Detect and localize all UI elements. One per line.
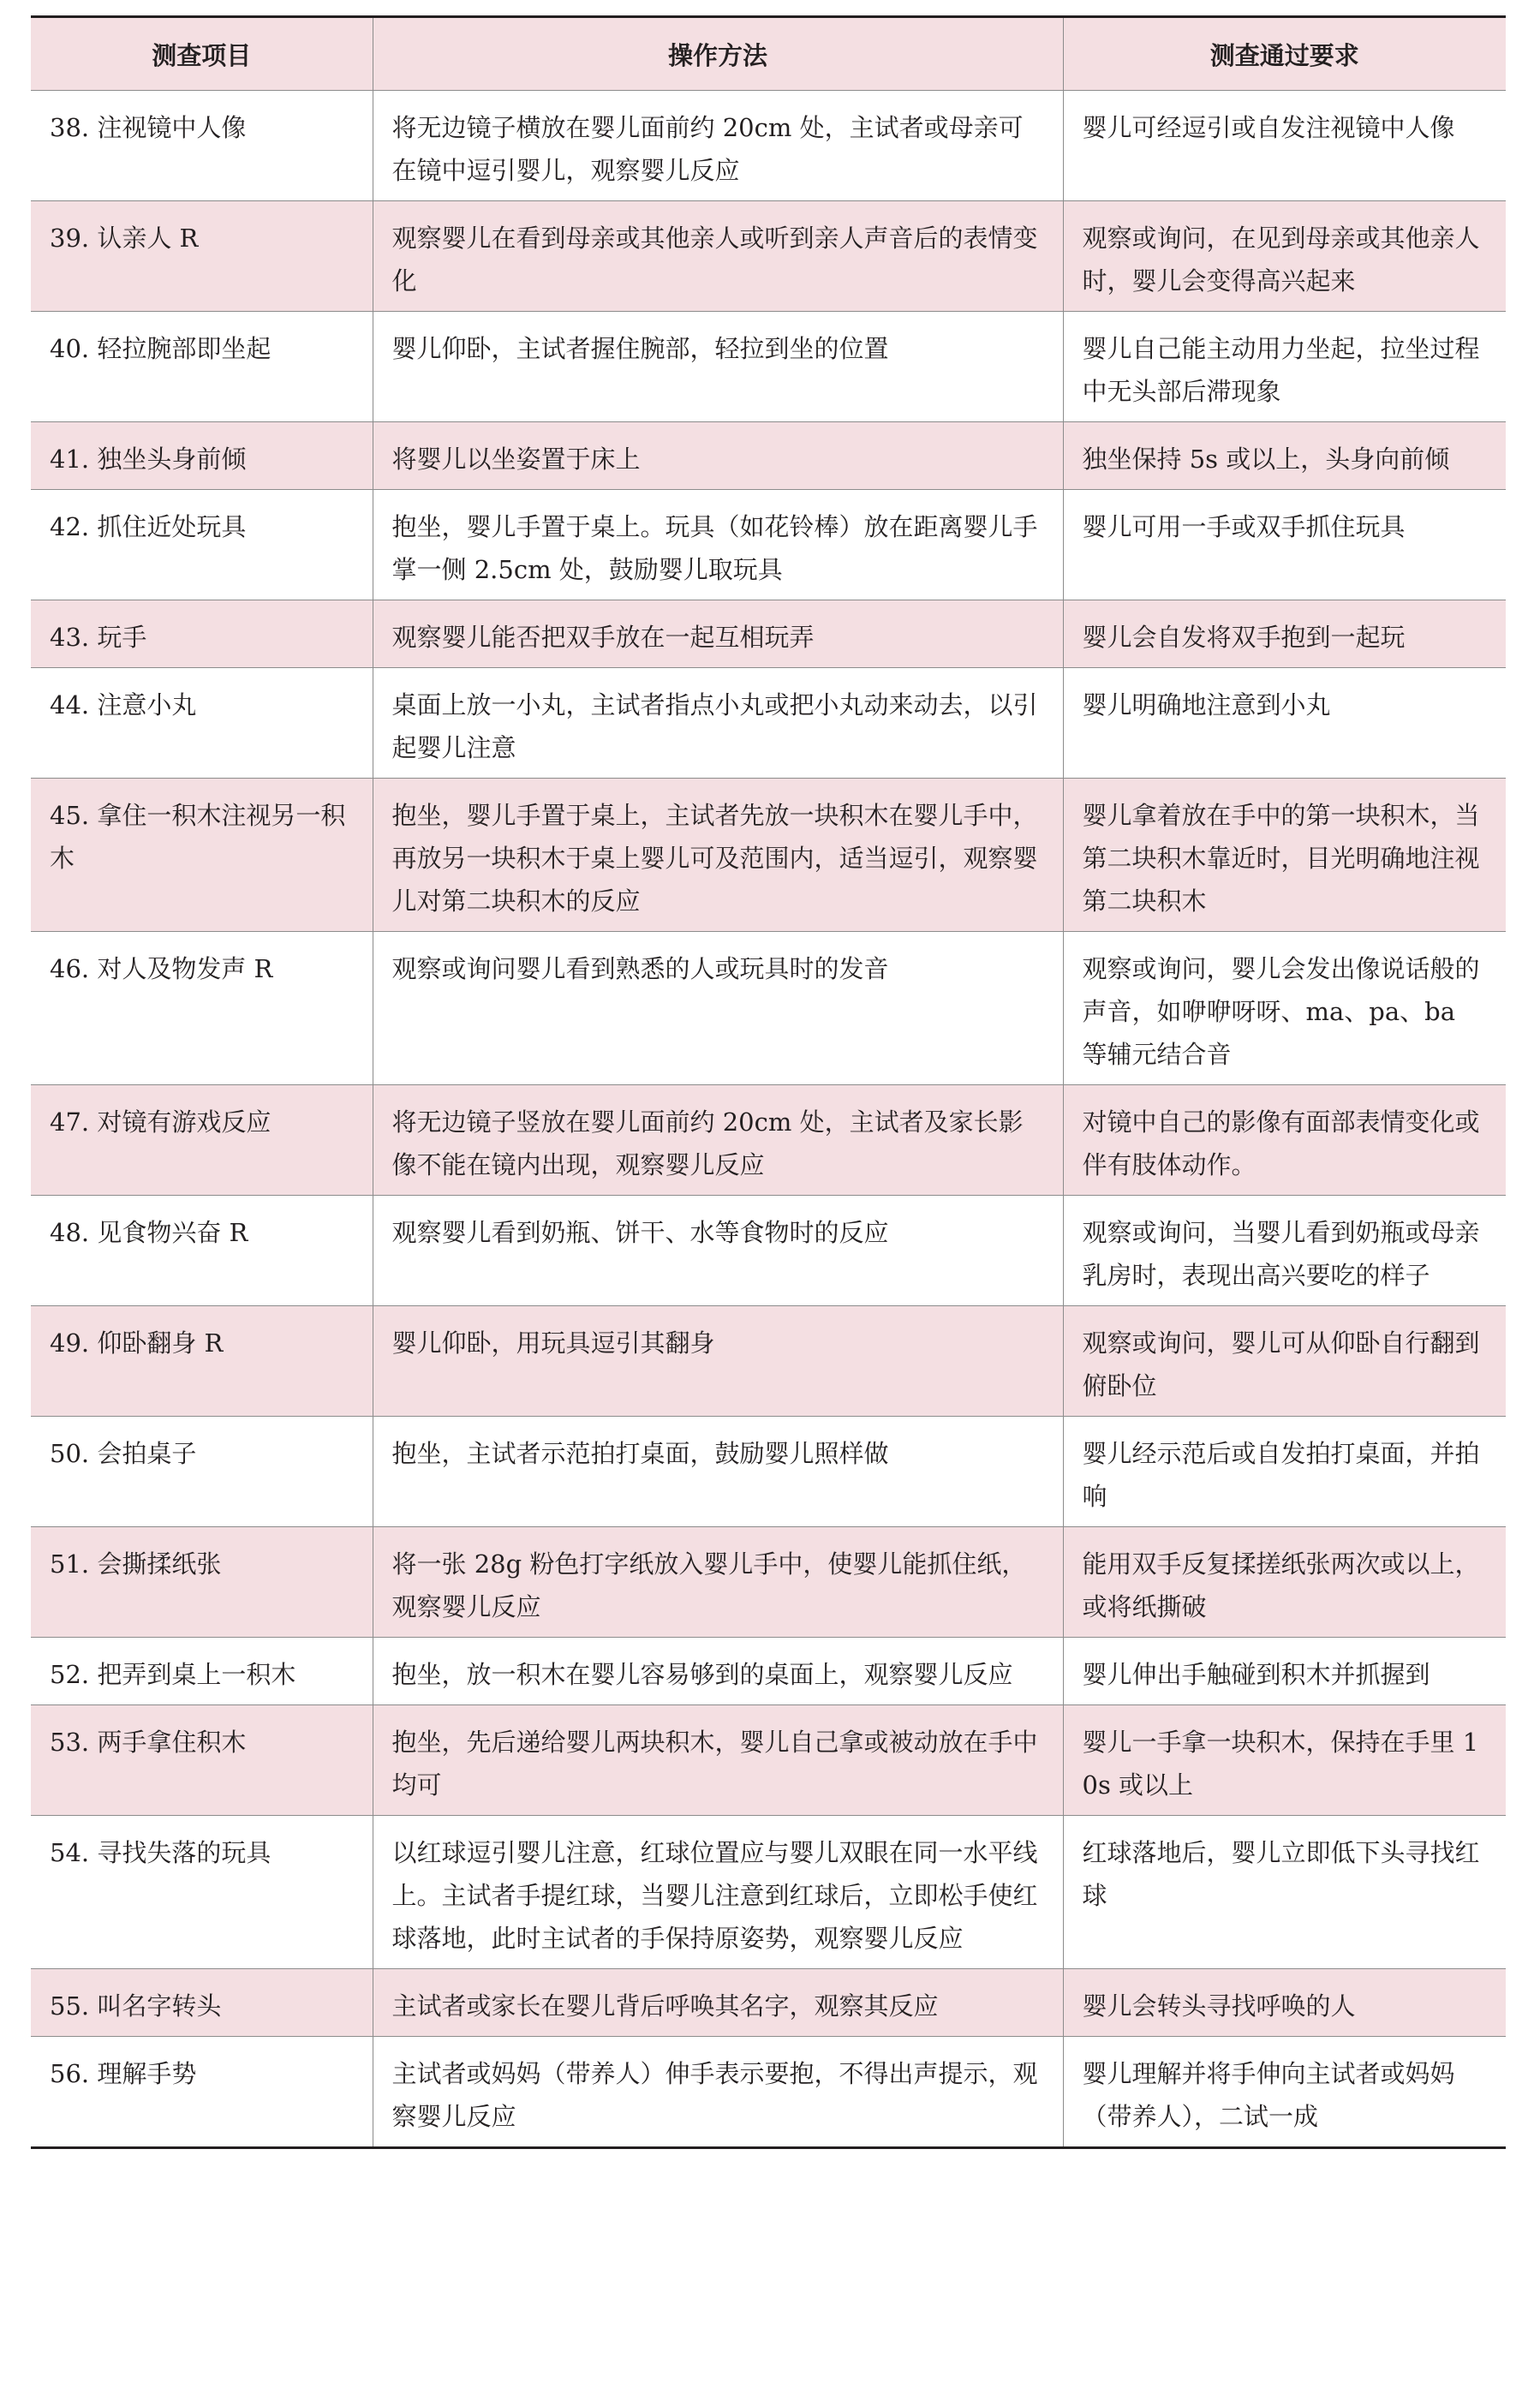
table-row [31,2037,1506,2148]
table-row [31,312,1506,422]
header-pass-requirement: 测查通过要求 [1063,17,1506,91]
cell-pass-requirement: 观察或询问，当婴儿看到奶瓶或母亲乳房时，表现出高兴要吃的样子 [1063,1196,1506,1306]
cell-test-item: 40. 轻拉腕部即坐起 [31,312,373,422]
cell-method: 抱坐，先后递给婴儿两块积木，婴儿自己拿或被动放在手中均可 [373,1705,1063,1816]
table-row [31,668,1506,779]
cell-pass-requirement: 能用双手反复揉搓纸张两次或以上，或将纸撕破 [1063,1527,1506,1638]
cell-pass-requirement: 婴儿会转头寻找呼唤的人 [1063,1969,1506,2037]
cell-test-item: 41. 独坐头身前倾 [31,422,373,490]
cell-test-item: 48. 见食物兴奋 R [31,1196,373,1306]
cell-test-item: 54. 寻找失落的玩具 [31,1816,373,1969]
cell-test-item: 51. 会撕揉纸张 [31,1527,373,1638]
cell-test-item: 50. 会拍桌子 [31,1417,373,1527]
table-row [31,1417,1506,1527]
table-row [31,600,1506,668]
cell-method: 观察婴儿在看到母亲或其他亲人或听到亲人声音后的表情变化 [373,201,1063,312]
cell-test-item: 47. 对镜有游戏反应 [31,1085,373,1196]
cell-method: 将一张 28g 粉色打字纸放入婴儿手中，使婴儿能抓住纸，观察婴儿反应 [373,1527,1063,1638]
cell-method: 将无边镜子横放在婴儿面前约 20cm 处，主试者或母亲可在镜中逗引婴儿，观察婴儿反应 [373,91,1063,201]
cell-test-item: 49. 仰卧翻身 R [31,1306,373,1417]
cell-pass-requirement: 婴儿一手拿一块积木，保持在手里 10s 或以上 [1063,1705,1506,1816]
header-test-item: 测查项目 [31,17,373,91]
cell-test-item: 56. 理解手势 [31,2037,373,2148]
cell-method: 抱坐，主试者示范拍打桌面，鼓励婴儿照样做 [373,1417,1063,1527]
table-row [31,201,1506,312]
cell-test-item: 39. 认亲人 R [31,201,373,312]
table-row [31,932,1506,1085]
cell-test-item: 42. 抓住近处玩具 [31,490,373,600]
cell-pass-requirement: 对镜中自己的影像有面部表情变化或伴有肢体动作。 [1063,1085,1506,1196]
cell-pass-requirement: 独坐保持 5s 或以上，头身向前倾 [1063,422,1506,490]
cell-method: 观察婴儿看到奶瓶、饼干、水等食物时的反应 [373,1196,1063,1306]
table-row [31,490,1506,600]
table-row [31,1306,1506,1417]
cell-method: 观察婴儿能否把双手放在一起互相玩弄 [373,600,1063,668]
cell-pass-requirement: 婴儿明确地注意到小丸 [1063,668,1506,779]
table-header [31,17,1506,91]
table-row [31,422,1506,490]
cell-pass-requirement: 婴儿会自发将双手抱到一起玩 [1063,600,1506,668]
cell-test-item: 55. 叫名字转头 [31,1969,373,2037]
cell-pass-requirement: 婴儿经示范后或自发拍打桌面，并拍响 [1063,1417,1506,1527]
cell-method: 抱坐，婴儿手置于桌上，主试者先放一块积木在婴儿手中，再放另一块积木于桌上婴儿可及范围内，适当逗引，观察婴儿对第二块积木的反应 [373,779,1063,932]
cell-pass-requirement: 红球落地后，婴儿立即低下头寻找红球 [1063,1816,1506,1969]
cell-test-item: 44. 注意小丸 [31,668,373,779]
cell-pass-requirement: 观察或询问，婴儿会发出像说话般的声音，如咿咿呀呀、ma、pa、ba 等辅元结合音 [1063,932,1506,1085]
header-method: 操作方法 [373,17,1063,91]
cell-test-item: 53. 两手拿住积木 [31,1705,373,1816]
cell-test-item: 45. 拿住一积木注视另一积木 [31,779,373,932]
cell-method: 抱坐，婴儿手置于桌上。玩具（如花铃棒）放在距离婴儿手掌一侧 2.5cm 处，鼓励婴儿取玩具 [373,490,1063,600]
cell-pass-requirement: 婴儿理解并将手伸向主试者或妈妈（带养人），二试一成 [1063,2037,1506,2148]
assessment-table-container [31,15,1506,2149]
cell-test-item: 52. 把弄到桌上一积木 [31,1638,373,1705]
cell-pass-requirement: 婴儿可用一手或双手抓住玩具 [1063,490,1506,600]
cell-test-item: 46. 对人及物发声 R [31,932,373,1085]
table-row [31,1085,1506,1196]
table-row [31,1527,1506,1638]
cell-method: 桌面上放一小丸，主试者指点小丸或把小丸动来动去，以引起婴儿注意 [373,668,1063,779]
table-row [31,1969,1506,2037]
table-row [31,1705,1506,1816]
cell-method: 主试者或妈妈（带养人）伸手表示要抱，不得出声提示，观察婴儿反应 [373,2037,1063,2148]
table-row [31,779,1506,932]
cell-method: 婴儿仰卧，主试者握住腕部，轻拉到坐的位置 [373,312,1063,422]
cell-pass-requirement: 观察或询问，婴儿可从仰卧自行翻到俯卧位 [1063,1306,1506,1417]
cell-pass-requirement: 观察或询问，在见到母亲或其他亲人时，婴儿会变得高兴起来 [1063,201,1506,312]
cell-pass-requirement: 婴儿可经逗引或自发注视镜中人像 [1063,91,1506,201]
table-row [31,1196,1506,1306]
table-body [31,91,1506,2148]
cell-method: 婴儿仰卧，用玩具逗引其翻身 [373,1306,1063,1417]
cell-method: 以红球逗引婴儿注意，红球位置应与婴儿双眼在同一水平线上。主试者手提红球，当婴儿注意到红球后，立即松手使红球落地，此时主试者的手保持原姿势，观察婴儿反应 [373,1816,1063,1969]
cell-pass-requirement: 婴儿伸出手触碰到积木并抓握到 [1063,1638,1506,1705]
cell-pass-requirement: 婴儿拿着放在手中的第一块积木，当第二块积木靠近时，目光明确地注视第二块积木 [1063,779,1506,932]
cell-test-item: 43. 玩手 [31,600,373,668]
header-row [31,17,1506,91]
cell-method: 抱坐，放一积木在婴儿容易够到的桌面上，观察婴儿反应 [373,1638,1063,1705]
table-row [31,1816,1506,1969]
cell-pass-requirement: 婴儿自己能主动用力坐起，拉坐过程中无头部后滞现象 [1063,312,1506,422]
cell-test-item: 38. 注视镜中人像 [31,91,373,201]
cell-method: 主试者或家长在婴儿背后呼唤其名字，观察其反应 [373,1969,1063,2037]
table-row [31,1638,1506,1705]
cell-method: 观察或询问婴儿看到熟悉的人或玩具时的发音 [373,932,1063,1085]
table-row [31,91,1506,201]
assessment-table [31,15,1506,2149]
cell-method: 将婴儿以坐姿置于床上 [373,422,1063,490]
cell-method: 将无边镜子竖放在婴儿面前约 20cm 处，主试者及家长影像不能在镜内出现，观察婴儿反应 [373,1085,1063,1196]
